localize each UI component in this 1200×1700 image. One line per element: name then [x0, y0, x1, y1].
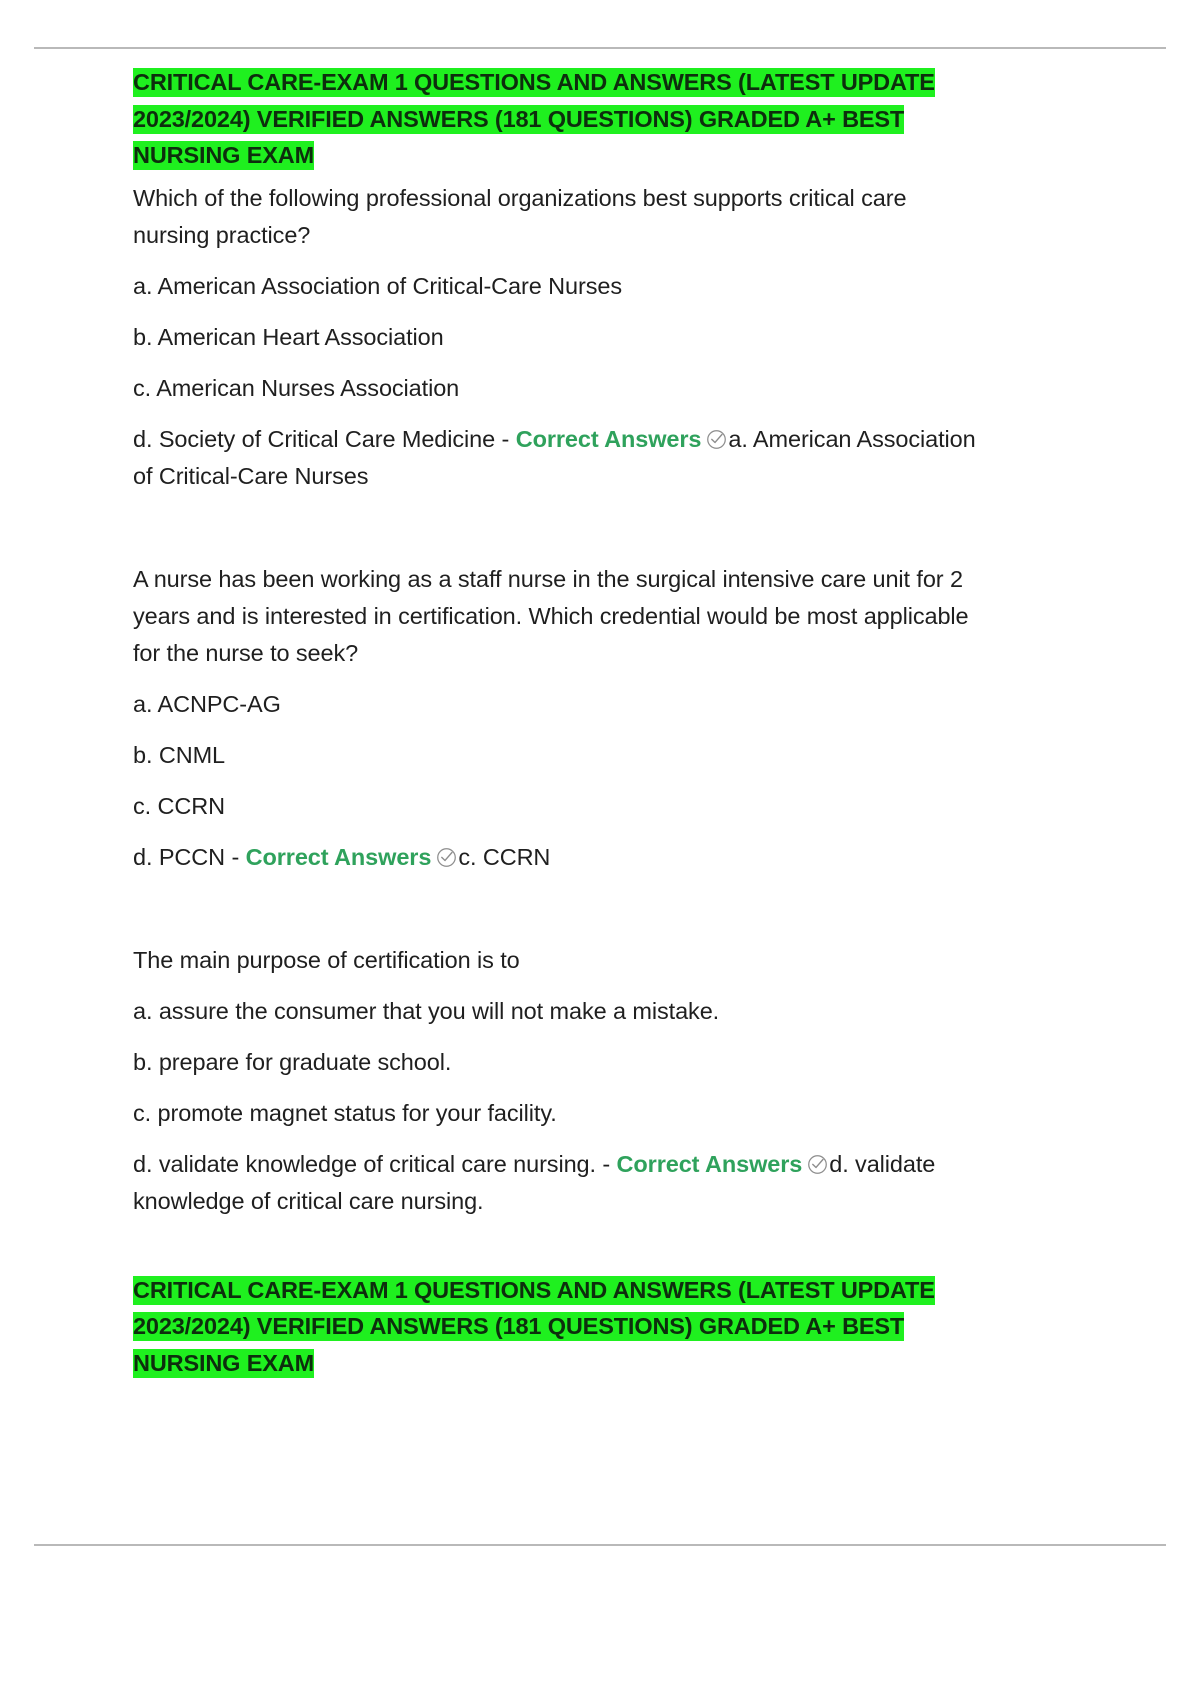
check-circle-icon: [807, 1154, 828, 1175]
question-option-text: d. PCCN: [133, 843, 226, 870]
question-option: c. CCRN: [133, 792, 225, 819]
answer-text: d. validate knowledge of critical care nursing.: [133, 1150, 936, 1214]
question-block: [133, 180, 978, 495]
document-footer-line-1: CRITICAL CARE-EXAM 1 QUESTIONS AND ANSWERS (LATEST UPDATE: [133, 1276, 935, 1303]
correct-answers-label: Correct Answers: [515, 425, 702, 452]
answer-separator: -: [495, 425, 516, 452]
check-circle-icon: [436, 847, 457, 868]
question-option-with-answer: [133, 421, 978, 495]
question-option: a. American Association of Critical-Care Nurses: [133, 272, 622, 299]
question-option: a. ACNPC-AG: [133, 690, 281, 717]
answer-text: c. CCRN: [458, 843, 551, 870]
document-content: [133, 64, 978, 1387]
question-option-with-answer: [133, 839, 978, 876]
question-option-with-answer: [133, 1146, 978, 1220]
document-title-line-1: CRITICAL CARE-EXAM 1 QUESTIONS AND ANSWERS (LATEST UPDATE: [133, 69, 935, 95]
question-option: b. prepare for graduate school.: [133, 1048, 452, 1075]
section-spacer: [133, 495, 978, 561]
document-footer-line-3: NURSING EXAM: [133, 1349, 314, 1376]
correct-answers-label: Correct Answers: [616, 1150, 803, 1177]
correct-answers-label: Correct Answers: [245, 843, 432, 870]
answer-separator: -: [225, 843, 246, 870]
document-title-line-2: 2023/2024) VERIFIED ANSWERS (181 QUESTIONS) GRADED A+ BEST: [133, 105, 905, 132]
section-spacer: [133, 1220, 978, 1272]
question-stem: Which of the following professional organizations best supports critical care nursing practice?: [133, 184, 907, 248]
document-title-heading: [133, 64, 978, 174]
question-option: c. promote magnet status for your facility.: [133, 1099, 557, 1126]
question-stem: The main purpose of certification is to: [133, 946, 520, 973]
page-top-divider: [34, 47, 1166, 49]
answer-text: a. American Association of Critical-Care Nurses: [133, 425, 976, 489]
document-footer-line-2: 2023/2024) VERIFIED ANSWERS (181 QUESTIONS) GRADED A+ BEST: [133, 1313, 905, 1339]
question-option: a. assure the consumer that you will not make a mistake.: [133, 997, 720, 1024]
check-circle-icon: [706, 429, 727, 450]
question-option: b. American Heart Association: [133, 323, 444, 350]
question-option: b. CNML: [133, 741, 226, 768]
document-title-line-3: NURSING EXAM: [133, 142, 314, 168]
question-stem: A nurse has been working as a staff nurse in the surgical intensive care unit for 2 years and is interested in certification. Which credential would be most applicable for the nurse to seek?: [133, 565, 969, 666]
section-spacer: [133, 876, 978, 942]
document-footer-heading: [133, 1272, 978, 1382]
question-block: [133, 942, 978, 1220]
page-bottom-divider: [34, 1544, 1166, 1546]
question-option-text: d. Society of Critical Care Medicine: [133, 425, 496, 452]
answer-separator: -: [595, 1150, 617, 1177]
question-option: c. American Nurses Association: [133, 374, 460, 401]
question-block: [133, 561, 978, 876]
question-option-text: d. validate knowledge of critical care nursing.: [133, 1150, 596, 1177]
